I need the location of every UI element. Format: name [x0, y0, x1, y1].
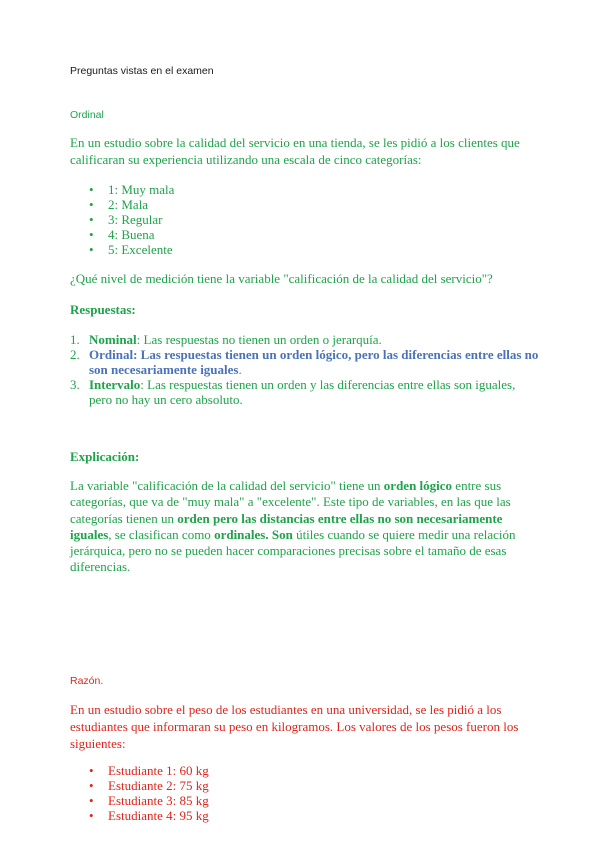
- list-item: • 2: Mala: [89, 197, 149, 212]
- weights-list: [70, 763, 209, 823]
- bullet-icon: •: [89, 227, 94, 242]
- bullet-icon: •: [89, 793, 94, 808]
- answer-description: Las respuestas tienen un orden y las diferencias entre ellas son iguales, pero no hay un cero absoluto.: [89, 377, 516, 407]
- list-item: • Estudiante 1: 60 kg: [89, 763, 209, 778]
- answer-number: 3.: [70, 377, 80, 392]
- answers-heading: Respuestas:: [70, 302, 136, 317]
- answers-list: [70, 332, 540, 407]
- section-label-razon: Razón.: [70, 675, 104, 687]
- bullet-icon: •: [89, 763, 94, 778]
- answer-number: 1.: [70, 332, 80, 347]
- answer-description: Las respuestas tienen un orden lógico, pero las diferencias entre ellas no son necesariamente iguales: [89, 347, 539, 377]
- answer-option-ordinal: 2. Ordinal: Las respuestas tienen un orden lógico, pero las diferencias entre ellas no son necesariamente iguales.: [70, 347, 539, 377]
- list-item: • 1: Muy mala: [89, 182, 175, 197]
- ordinal-question-intro: En un estudio sobre la calidad del servicio en una tienda, se les pidió a los clientes que calificaran su experiencia utilizando una escala de cinco categorías:: [70, 135, 520, 167]
- bullet-icon: •: [89, 242, 94, 257]
- bullet-icon: •: [89, 182, 94, 197]
- bullet-icon: •: [89, 197, 94, 212]
- scale-list: [70, 182, 174, 257]
- section-label-ordinal: Ordinal: [70, 109, 104, 121]
- answer-term: Nominal: [89, 332, 137, 347]
- answer-option-intervalo: 3. Intervalo: Las respuestas tienen un orden y las diferencias entre ellas son iguales, pero no hay un cero absoluto.: [70, 377, 516, 407]
- bullet-icon: •: [89, 808, 94, 823]
- bullet-icon: •: [89, 212, 94, 227]
- answer-option-nominal: 1. Nominal: Las respuestas no tienen un orden o jerarquía.: [70, 332, 382, 347]
- list-item: • 4: Buena: [89, 227, 155, 242]
- answer-term: Intervalo: [89, 377, 141, 392]
- answer-description: Las respuestas no tienen un orden o jerarquía.: [143, 332, 382, 347]
- list-item: • Estudiante 4: 95 kg: [89, 808, 209, 823]
- bullet-icon: •: [89, 778, 94, 793]
- razon-question-intro: En un estudio sobre el peso de los estudiantes en una universidad, se les pidió a los estudiantes que informaran su peso en kilogramos. Los valores de los pesos fueron los siguientes:: [70, 702, 519, 751]
- list-item: • 3: Regular: [89, 212, 163, 227]
- explanation-paragraph: La variable "calificación de la calidad del servicio" tiene un orden lógico entre sus categorías, que va de "muy mala" a "excelente". Este tipo de variables, en las que las categorías tienen un orden pero las distancias entre ellas no son necesariamente iguales, se clasifican como ordinales. Son útiles cuando se quiere medir una relación jerárquica, pero no se pueden hacer comparaciones precisas sobre el tamaño de esas diferencias.: [70, 478, 516, 575]
- list-item: • Estudiante 3: 85 kg: [89, 793, 209, 808]
- ordinal-question: ¿Qué nivel de medición tiene la variable "calificación de la calidad del servicio"?: [70, 271, 493, 286]
- list-item: • Estudiante 2: 75 kg: [89, 778, 209, 793]
- answer-number: 2.: [70, 347, 80, 362]
- document-title: Preguntas vistas en el examen: [70, 65, 214, 77]
- explanation-heading: Explicación:: [70, 449, 140, 464]
- list-item: • 5: Excelente: [89, 242, 173, 257]
- answer-term: Ordinal: [89, 347, 134, 362]
